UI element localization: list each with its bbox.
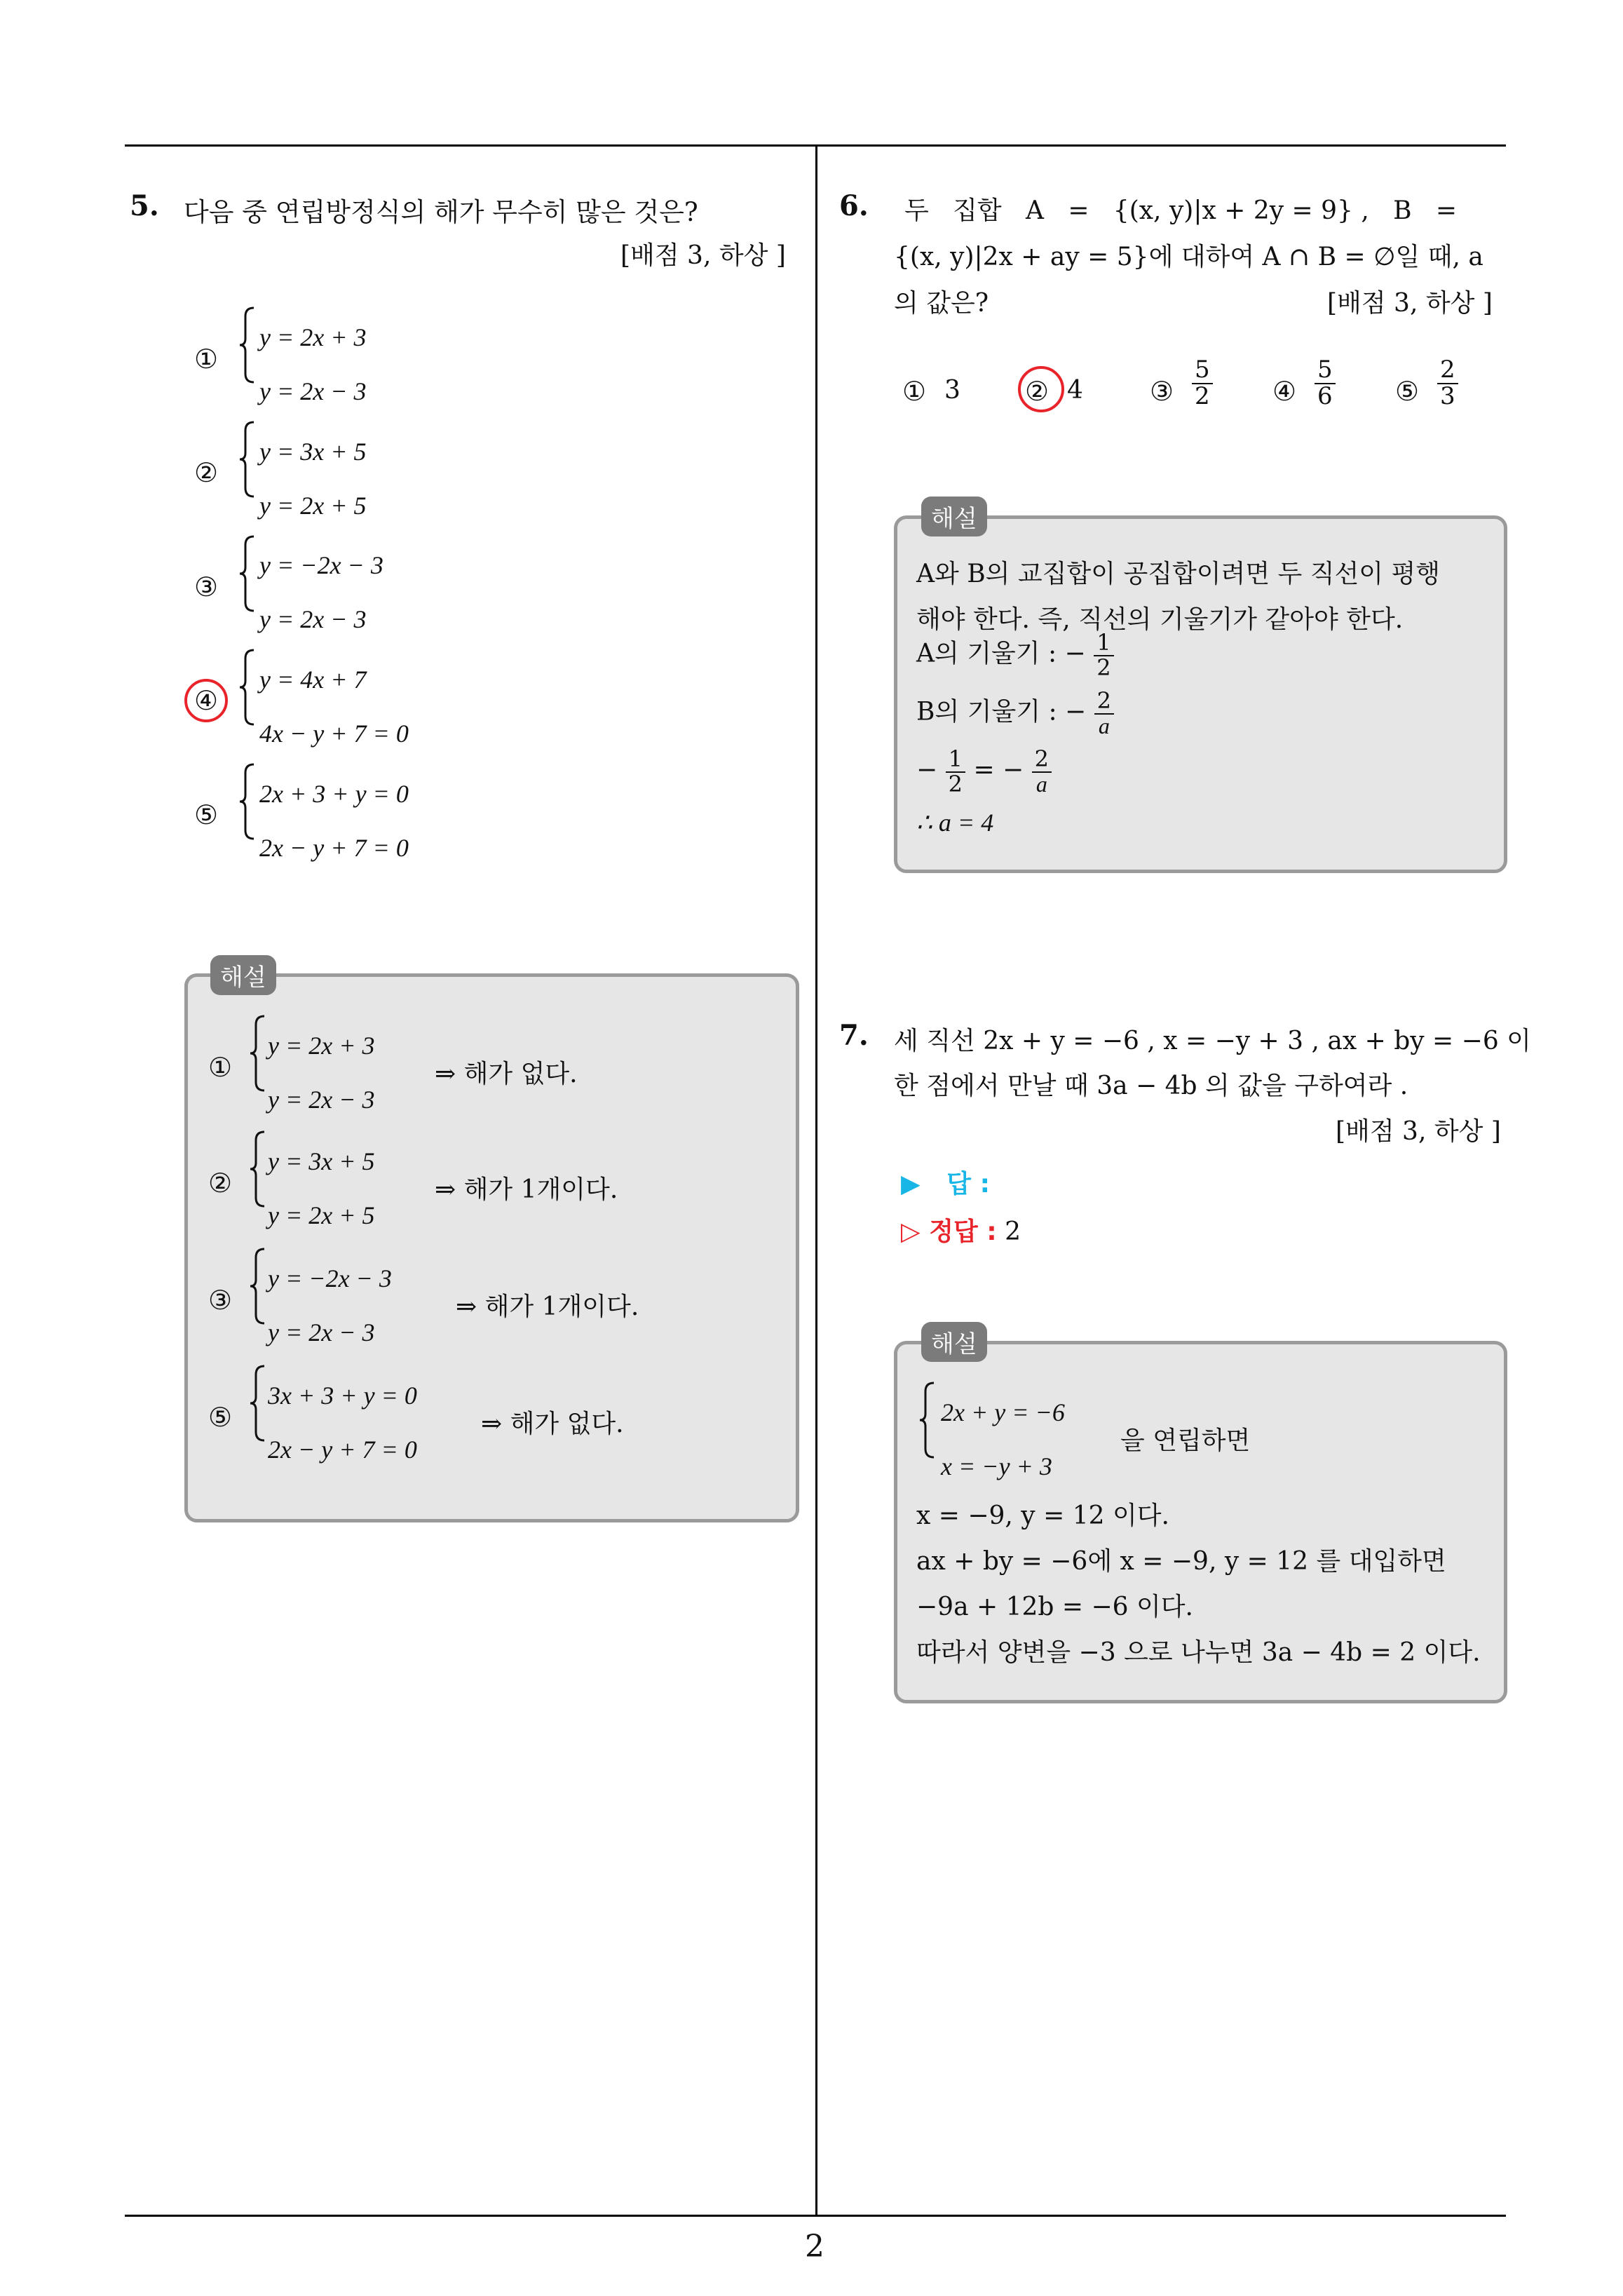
- equation-right-fraction: [1032, 745, 1052, 797]
- slope-a-fraction: [1094, 631, 1113, 680]
- fraction-numerator: 1: [946, 748, 965, 773]
- fraction-numerator: 5: [1192, 358, 1213, 384]
- q7-question-line2: 한 점에서 만날 때 3a − 4b 의 값을 구하여라 .: [894, 1072, 1408, 1100]
- fraction-numerator: 1: [1094, 631, 1113, 656]
- q6-solution-conclusion: ∴ a = 4: [916, 809, 994, 837]
- fraction-numerator: 2: [1032, 748, 1052, 773]
- q6-option-fraction: [1437, 358, 1458, 409]
- q5-solution-eq2: y = 2x + 5: [268, 1201, 375, 1229]
- q5-solution-result: ⇒ 해가 1개이다.: [456, 1292, 639, 1321]
- q6-option-mark: ③: [1150, 376, 1174, 407]
- q6-option-fraction: [1315, 358, 1336, 409]
- q5-option-eq2: y = 2x − 3: [259, 605, 367, 633]
- q5-solution-eq1: y = 3x + 5: [268, 1147, 375, 1175]
- q6-solution-equation: [916, 745, 1052, 797]
- q7-solution-line1: x = −9, y = 12 이다.: [916, 1501, 1169, 1530]
- q6-solution-slope-a: [916, 631, 1114, 680]
- q7-solution-line2: ax + by = −6에 x = −9, y = 12 를 대입하면: [916, 1547, 1446, 1576]
- q6-number: 6.: [839, 189, 869, 222]
- q7-correct-answer: [901, 1212, 1021, 1248]
- fraction-denominator: 2: [948, 770, 963, 797]
- slope-b-label: B의 기울기 : −: [916, 697, 1087, 727]
- q6-option-mark: ②: [1025, 376, 1050, 407]
- q6-question-line2: {(x, y)|2x + ay = 5}에 대하여 A ∩ B = ∅일 때, a: [894, 243, 1483, 271]
- q6-question-line3: 의 값은?: [894, 289, 989, 318]
- q5-option-eq2: 4x − y + 7 = 0: [259, 720, 409, 748]
- q5-option-mark: ②: [194, 457, 219, 488]
- slope-b-fraction: [1094, 689, 1114, 738]
- q7-solution-line4: 따라서 양변을 −3 으로 나누면 3a − 4b = 2 이다.: [916, 1638, 1481, 1667]
- q5-solution-mark: ②: [208, 1168, 233, 1198]
- equation-middle: = −: [973, 755, 1024, 785]
- q5-option-eq1: y = −2x − 3: [259, 551, 383, 579]
- fraction-numerator: 2: [1437, 358, 1458, 384]
- fraction-denominator: 3: [1440, 381, 1455, 410]
- q5-solution-eq2: y = 2x − 3: [268, 1318, 375, 1346]
- bottom-rule: [125, 2215, 1506, 2217]
- q5-option-eq1: y = 2x + 3: [259, 323, 367, 351]
- q5-option-eq2: 2x − y + 7 = 0: [259, 834, 409, 862]
- q5-option-mark: ④: [194, 685, 219, 716]
- q5-solution-eq2: 2x − y + 7 = 0: [268, 1436, 417, 1464]
- fraction-denominator: 2: [1096, 654, 1111, 681]
- q6-solution-tag: 해설: [921, 497, 987, 536]
- q5-option-eq1: y = 4x + 7: [259, 666, 367, 694]
- page-number: 2: [805, 2229, 824, 2264]
- q6-question-line1: 두 집합 A = {(x, y)|x + 2y = 9} , B =: [904, 196, 1458, 225]
- q5-question: 다음 중 연립방정식의 해가 무수히 많은 것은?: [184, 197, 698, 227]
- q5-solution-eq1: 3x + 3 + y = 0: [268, 1382, 417, 1410]
- brace-icon: [238, 421, 257, 498]
- q7-solution-eq-note: 을 연립하면: [1120, 1426, 1251, 1455]
- q5-meta: [배점 3, 하상 ]: [620, 241, 786, 270]
- brace-icon: [238, 763, 257, 840]
- q6-option-mark: ①: [902, 376, 927, 407]
- q6-option-value: 4: [1067, 376, 1083, 405]
- q6-option-mark: ④: [1272, 376, 1297, 407]
- q5-solution-result: ⇒ 해가 1개이다.: [435, 1175, 618, 1204]
- fraction-numerator: 5: [1315, 358, 1336, 384]
- q5-solution-result: ⇒ 해가 없다.: [481, 1410, 624, 1438]
- q5-solution-eq1: y = −2x − 3: [268, 1264, 392, 1292]
- q5-option-mark: ⑤: [194, 799, 219, 830]
- fraction-denominator: a: [1098, 713, 1110, 738]
- q5-option-eq2: y = 2x + 5: [259, 492, 367, 520]
- q5-option-mark: ①: [194, 344, 219, 374]
- fraction-numerator: 2: [1094, 689, 1114, 715]
- correct-answer-value: 2: [1005, 1217, 1021, 1246]
- column-divider: [815, 144, 817, 2217]
- fraction-denominator: 6: [1317, 381, 1333, 410]
- q7-meta: [배점 3, 하상 ]: [1336, 1117, 1501, 1146]
- q5-option-eq1: y = 3x + 5: [259, 438, 367, 466]
- brace-icon: [249, 1015, 267, 1092]
- brace-icon: [249, 1365, 267, 1442]
- correct-answer-label: ▷ 정답 :: [901, 1217, 997, 1246]
- brace-icon: [249, 1248, 267, 1325]
- q5-solution-mark: ③: [208, 1285, 233, 1316]
- q7-solution-tag: 해설: [921, 1322, 987, 1362]
- q5-solution-eq2: y = 2x − 3: [268, 1086, 375, 1114]
- brace-icon: [918, 1382, 937, 1459]
- q5-solution-eq1: y = 2x + 3: [268, 1032, 375, 1060]
- q7-solution-eq1: 2x + y = −6: [941, 1398, 1065, 1426]
- q5-solution-mark: ⑤: [208, 1402, 233, 1433]
- q7-answer-label: ▶ 답 :: [901, 1170, 990, 1198]
- fraction-denominator: a: [1035, 771, 1047, 797]
- q7-solution-eq2: x = −y + 3: [941, 1452, 1052, 1480]
- q6-option-fraction: [1192, 358, 1213, 409]
- q7-question-line1: 세 직선 2x + y = −6 , x = −y + 3 , ax + by = −6 이: [894, 1027, 1531, 1055]
- equation-left-fraction: [946, 745, 965, 797]
- q6-meta: [배점 3, 하상 ]: [1327, 289, 1493, 318]
- q5-solution-tag: 해설: [210, 955, 276, 995]
- q5-option-eq2: y = 2x − 3: [259, 377, 367, 405]
- q6-solution-line1: A와 B의 교집합이 공집합이려면 두 직선이 평행: [916, 560, 1441, 588]
- brace-icon: [238, 535, 257, 612]
- q5-option-mark: ③: [194, 572, 219, 602]
- q6-option-mark: ⑤: [1395, 376, 1420, 407]
- q5-option-eq1: 2x + 3 + y = 0: [259, 780, 409, 808]
- equation-sign: −: [916, 755, 938, 785]
- q5-number: 5.: [130, 189, 159, 222]
- q6-option-value: 3: [944, 376, 960, 405]
- q7-number: 7.: [839, 1019, 869, 1052]
- q5-solution-mark: ①: [208, 1052, 233, 1083]
- q7-solution-line3: −9a + 12b = −6 이다.: [916, 1593, 1193, 1621]
- brace-icon: [238, 306, 257, 384]
- q5-solution-result: ⇒ 해가 없다.: [435, 1060, 578, 1088]
- q6-solution-line2: 해야 한다. 즉, 직선의 기울기가 같아야 한다.: [916, 605, 1404, 634]
- brace-icon: [238, 649, 257, 726]
- slope-a-label: A의 기울기 : −: [916, 639, 1086, 668]
- q6-solution-slope-b: [916, 689, 1114, 738]
- fraction-denominator: 2: [1195, 381, 1210, 410]
- brace-icon: [249, 1130, 267, 1208]
